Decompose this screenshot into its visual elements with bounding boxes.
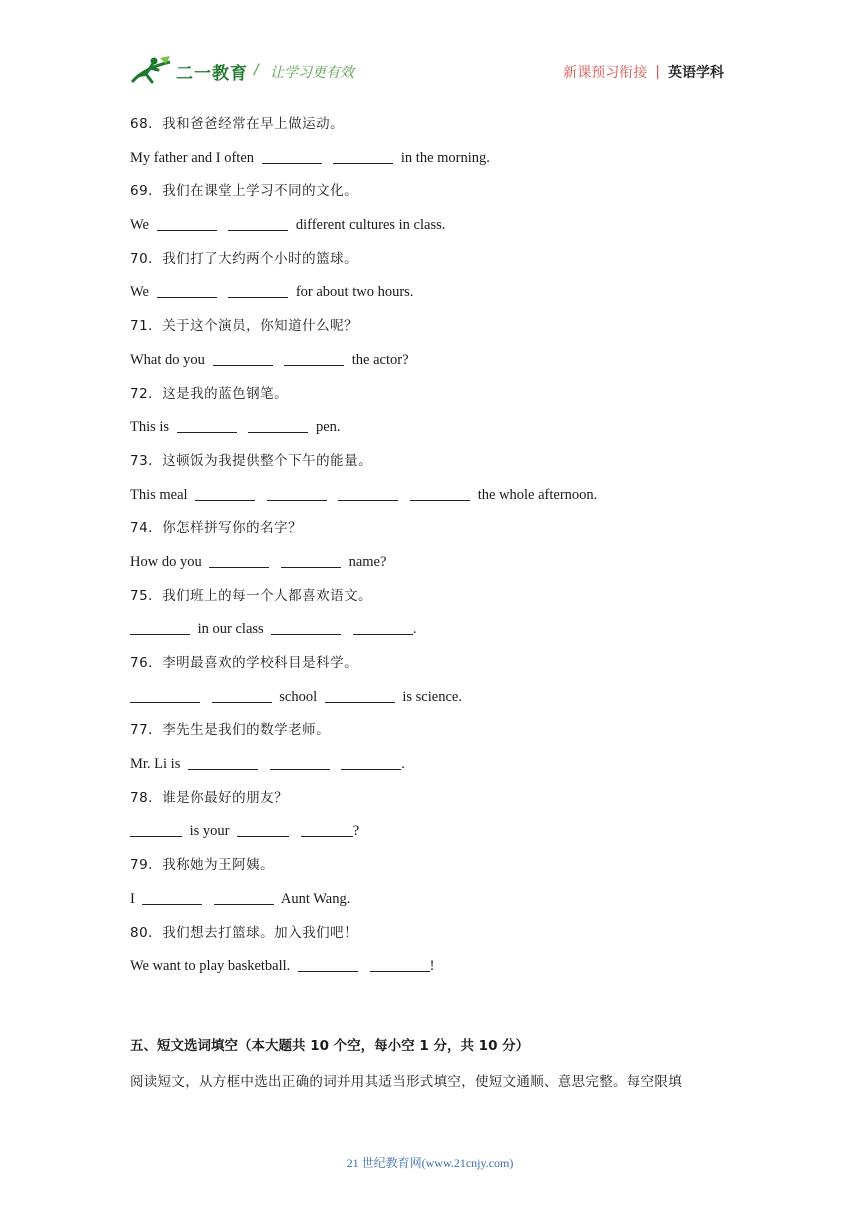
slogan: 让学习更有效	[270, 65, 354, 81]
blank[interactable]	[370, 957, 430, 972]
question-prompt: 80．我们想去打篮球。加入我们吧！	[130, 924, 359, 941]
header-subject	[563, 62, 724, 82]
answer-line: I Aunt Wang.	[130, 890, 351, 907]
question-prompt: 74．你怎样拼写你的名字？	[130, 520, 303, 537]
blank[interactable]	[410, 486, 470, 501]
blank[interactable]	[237, 822, 289, 837]
question-prompt: 78．谁是你最好的朋友？	[130, 789, 289, 806]
answer-line: in our class .	[130, 613, 750, 647]
header-separator: |	[655, 64, 660, 80]
blank[interactable]	[209, 553, 269, 568]
blank[interactable]	[338, 486, 398, 501]
answer-line: This meal the whole afternoon.	[130, 486, 598, 503]
blank[interactable]	[301, 822, 353, 837]
blank[interactable]	[130, 620, 190, 635]
question-prompt: 77．李先生是我们的数学老师。	[130, 722, 331, 739]
blank[interactable]	[271, 620, 341, 635]
header-course: 新课预习衔接	[563, 65, 648, 81]
blank[interactable]	[353, 620, 413, 635]
slogan-separator: /	[254, 62, 259, 78]
blank[interactable]	[213, 351, 273, 366]
question-prompt: 76．李明最喜欢的学校科目是科学。	[130, 655, 359, 671]
blank[interactable]	[214, 890, 274, 905]
question-prompt: 70．我们打了大约两个小时的篮球。	[130, 250, 359, 267]
logo	[130, 56, 248, 86]
blank[interactable]	[298, 957, 358, 972]
page-footer[interactable]: 21 世纪教育网(www.21cnjy.com)	[346, 1156, 514, 1170]
blank[interactable]	[325, 688, 395, 703]
question-list	[130, 108, 750, 984]
question-prompt: 68．我和爸爸经常在早上做运动。	[130, 116, 345, 132]
blank[interactable]	[281, 553, 341, 568]
blank[interactable]	[248, 418, 308, 433]
answer-line: We want to play basketball. !	[130, 958, 435, 975]
blank[interactable]	[341, 755, 401, 770]
blank[interactable]	[157, 283, 217, 298]
blank[interactable]	[262, 149, 322, 164]
answer-line: We different cultures in class.	[130, 217, 446, 234]
question-prompt: 73．这顿饭为我提供整个下午的能量。	[130, 452, 373, 469]
question-prompt: 69．我们在课堂上学习不同的文化。	[130, 183, 359, 200]
question-prompt: 72．这是我的蓝色钢笔。	[130, 385, 289, 402]
section-title: 五、短文选词填空（本大题共 10 个空，每小空 1 分，共 10 分）	[130, 1038, 530, 1054]
logo-text: 二一教育	[176, 63, 248, 84]
answer-line: This is pen.	[130, 419, 341, 436]
runner-logo-icon	[130, 56, 174, 86]
blank[interactable]	[228, 216, 288, 231]
blank[interactable]	[157, 216, 217, 231]
question-prompt: 71．关于这个演员，你知道什么呢？	[130, 318, 359, 335]
blank[interactable]	[228, 283, 288, 298]
question-prompt: 75．我们班上的每一个人都喜欢语文。	[130, 587, 373, 604]
question-prompt: 79．我称她为王阿姨。	[130, 857, 275, 874]
answer-line: Mr. Li is .	[130, 756, 405, 773]
answer-line: How do you name?	[130, 553, 387, 570]
blank[interactable]	[177, 418, 237, 433]
blank[interactable]	[130, 688, 200, 703]
header-subject-label: 英语学科	[668, 65, 724, 81]
blank[interactable]	[267, 486, 327, 501]
answer-line: My father and I often in the morning.	[130, 149, 490, 166]
blank[interactable]	[333, 149, 393, 164]
blank[interactable]	[142, 890, 202, 905]
answer-line: is your ?	[130, 815, 750, 849]
blank[interactable]	[130, 822, 182, 837]
blank[interactable]	[188, 755, 258, 770]
answer-line: school is science.	[130, 681, 750, 715]
answer-line: We for about two hours.	[130, 284, 414, 301]
blank[interactable]	[212, 688, 272, 703]
answer-line: What do you the actor?	[130, 351, 409, 368]
section-instruction: 阅读短文，从方框中选出正确的词并用其适当形式填空，使短文通顺、意思完整。每空限填	[130, 1074, 682, 1090]
blank[interactable]	[284, 351, 344, 366]
blank[interactable]	[270, 755, 330, 770]
blank[interactable]	[195, 486, 255, 501]
page-header	[0, 0, 860, 100]
